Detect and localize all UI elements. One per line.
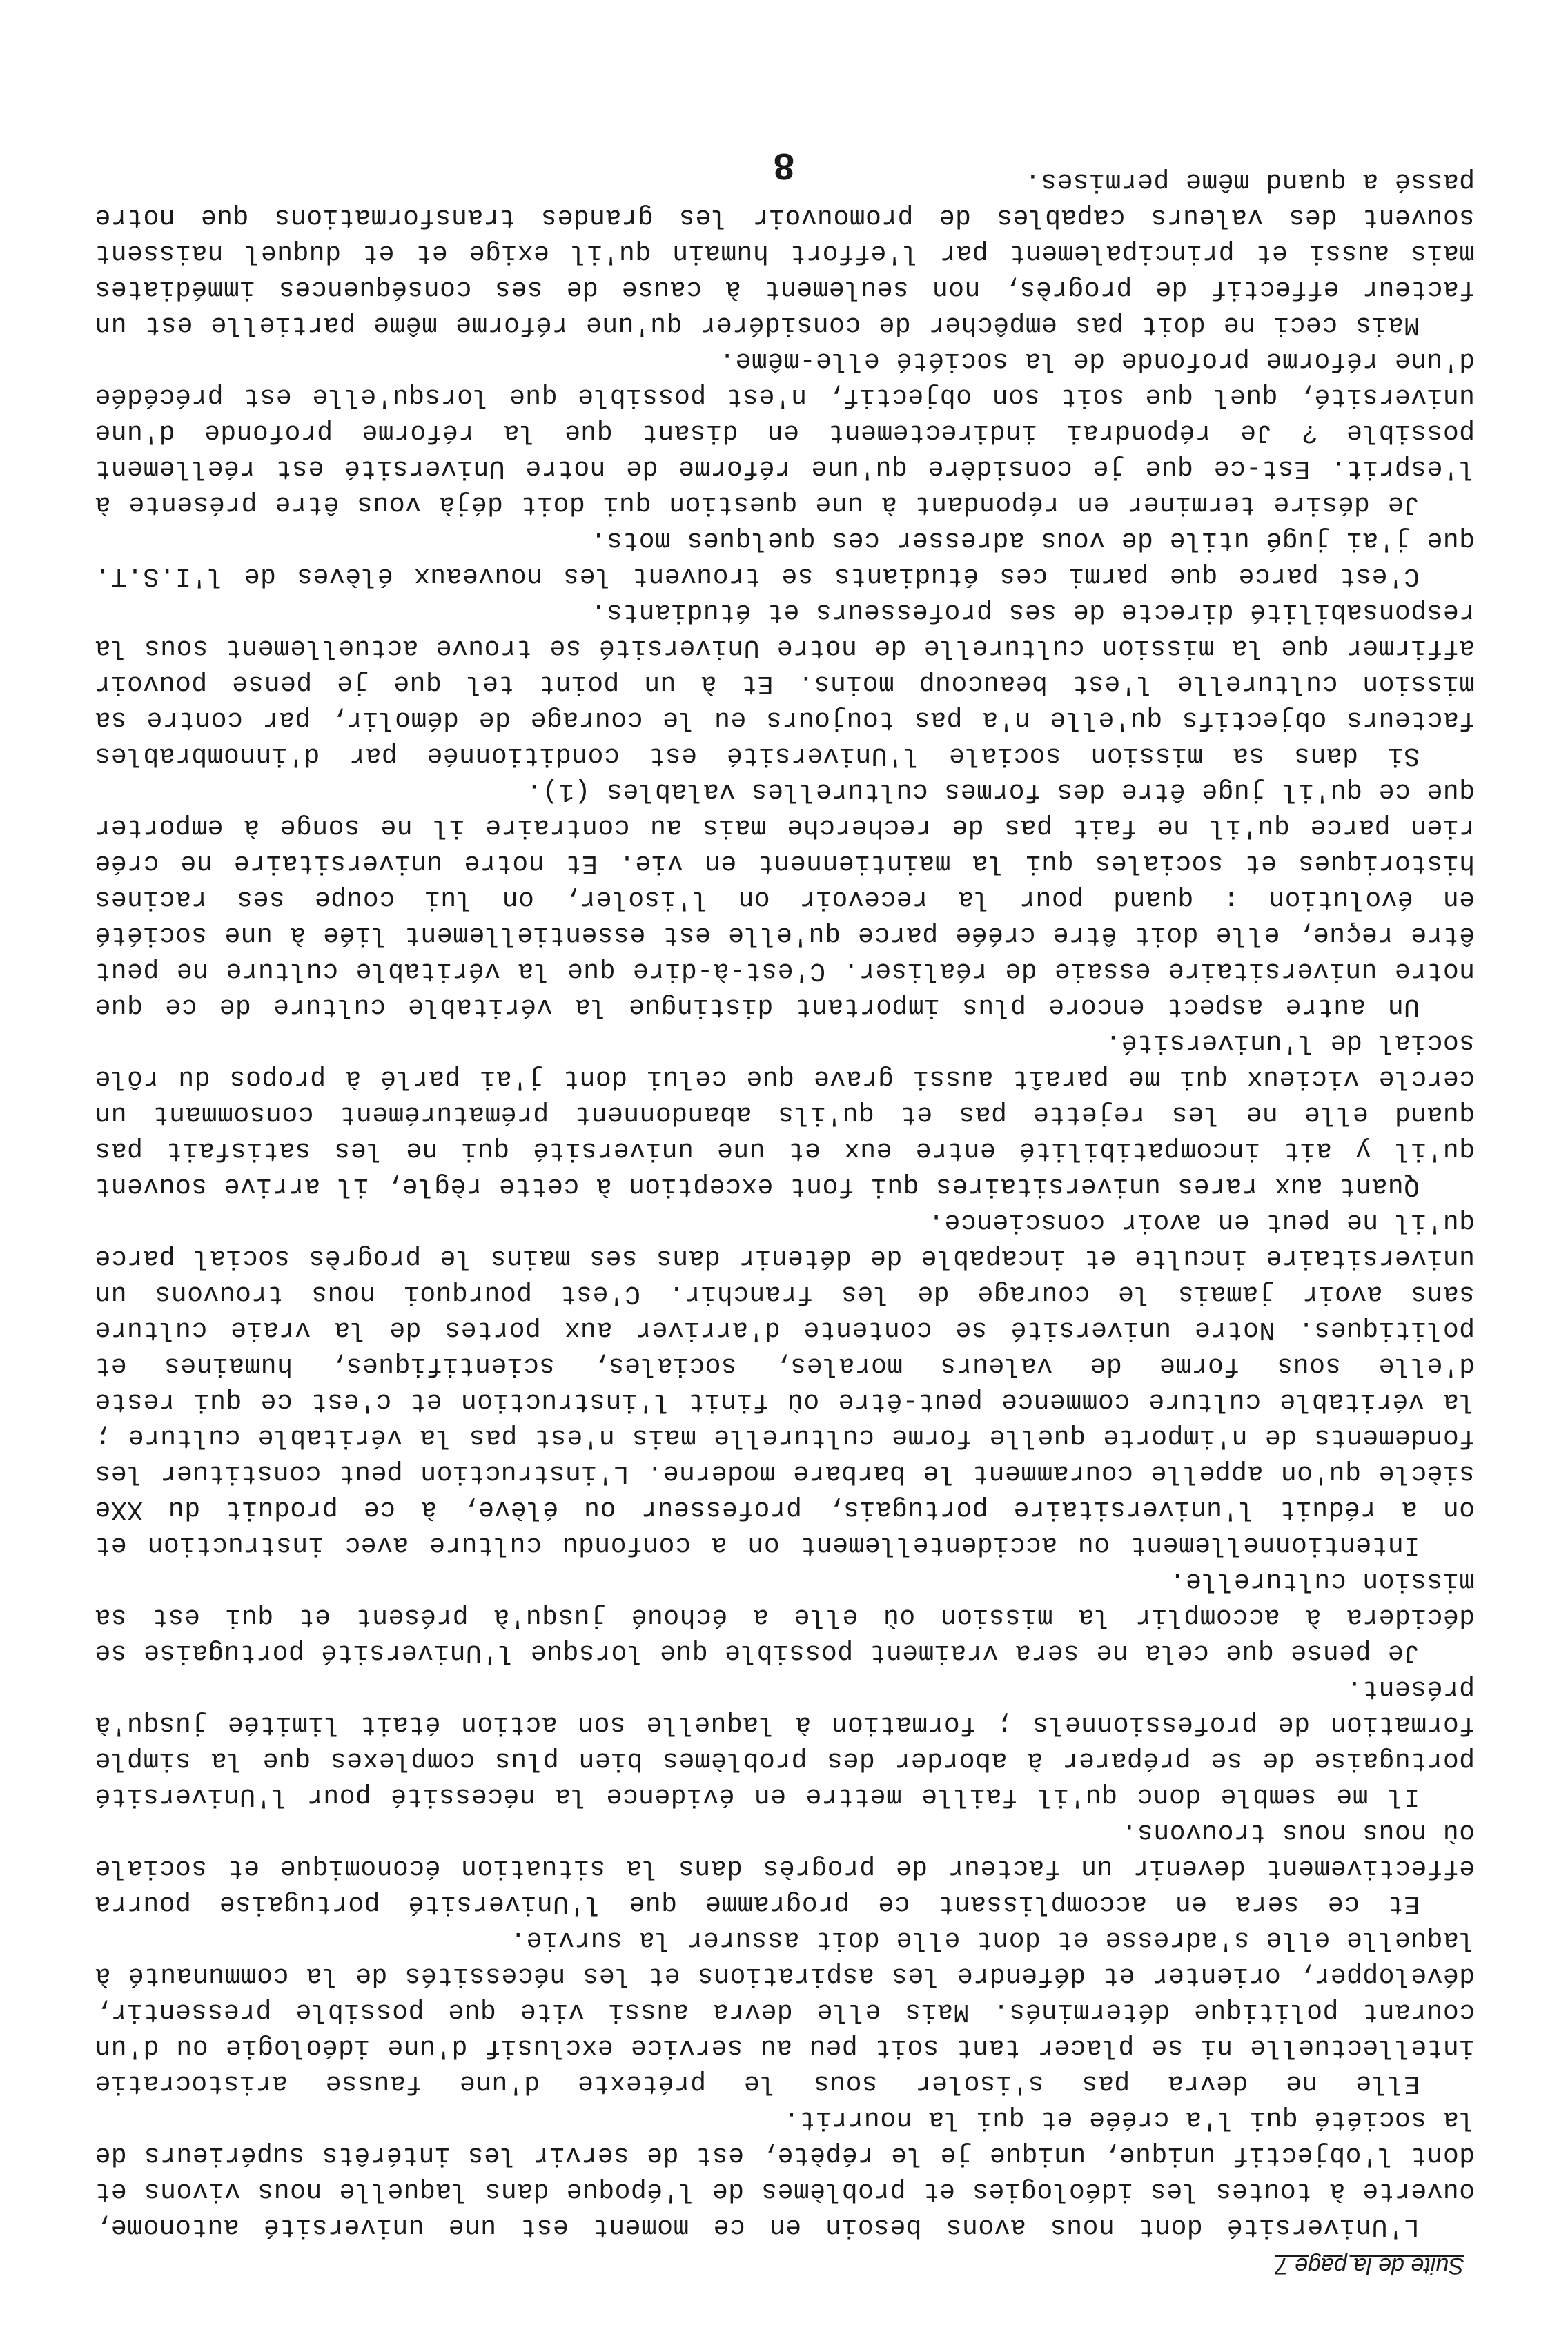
article-body [95, 163, 1475, 2244]
paragraph: Un autre aspect encore plus important distingue la véritable culture de ce que notre universitaire essaie de réaliser. C'est-à-dire que la véritable culture ne peut être reçue, elle doit être créée parce qu'elle est essentiellement liée à une société en évolution : quand pour la recevoir on l'isoler, on lui coupe ses racines historiques et sociales qui la maintiennent en vie. Et notre universitaire ne crée rien parce qu'il ne fait pas de recherche mais au contraire il ne songe à emporter que ce qu'il juge être des formes culturelles valables (1). [95, 776, 1475, 1021]
page-number: 8 [773, 146, 795, 187]
paragraph: Intentionnellement ou accidentellement on a confondu culture avec instruction et on a réduit l'universitaire portugais, professeur ou élève, à ce produit du XXe siècle qu'on appelle couramment le barbare moderne. L'instruction peut constituer les fondements de n'importe quelle forme culturelle mais n'est pas la véritable culture ; la véritable culture commence peut-être où finit l'instruction et c'est ce qui reste d'elle sous forme de valeurs morales, sociales, scientifiques, humaines et politiques. Notre université se contente d'arriver aux portes de la vraie culture sans avoir jamais le courage de les franchir. C'est pourquoi nous trouvons un universitaire inculte et incapable de détenir dans ses mains le progrès social parce qu'il ne peut en avoir conscience. [95, 1207, 1475, 1560]
paragraph: C'est parce que parmi ces étudiants se trouvent les nouveaux élèves de l'I.S.T. que j'ai jugé utile de vous adresser ces quelques mots. [95, 525, 1475, 591]
paragraph: Quant aux rares universitaires qui font exception à cette règle, il arrive souvent qu'il y ait incompatibilité entre eux et une université qui ne les satisfait pas quand elle ne les rejette pas et qu'ils abandonnent prématurément consommant un cercle vicieux qui me paraît aussi grave que celui dont j'ai parlé à propos du rôle social de l'université. [95, 1028, 1475, 1201]
paragraph: Je pense que cela ne sera vraiment possible que lorsque l'Université portugaise se décidera à accomplir la mission où elle a échoué jusqu'à présent et qui est sa mission culturelle. [95, 1566, 1475, 1667]
paragraph: Mais ceci ne doit pas empêcher de considérer qu'une réforme même partielle est un facteur effectif de progrès, non seulement à cause de ses conséquences immédiates mais aussi et principalement par l'effort humain qu'il exige et et duquel naissent souvent des valeurs capables de promouvoir les grandes transformations que notre passé a quand même permises. [95, 166, 1475, 340]
continuation-note: Suite de la page 7 [1275, 2253, 1464, 2279]
paragraph: Si dans sa mission sociale l'Université est conditionnée par d'innombrables facteurs objectifs qu'elle n'a pas toujours eu le courage de démolir, par contre sa mission culturelle l'est beaucoup moins. Et à un point tel que je pense pouvoir affirmer que la mission culturelle de notre Université se trouve actuellement sous la responsabilité directe de ses professeurs et étudiants. [95, 597, 1475, 770]
paragraph: Et ce sera en accomplissant ce programme que l'Université portugaise pourra effectivement devenir un facteur de progrès dans la situation économique et sociale où nous nous trouvons. [95, 1817, 1475, 1919]
paragraph: Elle ne devra pas s'isoler sous le prétexte d'une fausse aristocratie intellectuelle ni se placer tant soit peu au service exclusif d'une idéologie ou d'un courant politique déterminés. Mais elle devra aussi vite que possible pressentir, développer, orienter et défendre les aspirations et les nécessités de la communauté à laquelle elle s'adresse et dont elle doit assurer la survie. [95, 1925, 1475, 2098]
paragraph: L'Université dont nous avons besoin en ce moment est une université autonome, ouverte à toutes les idéologies et problèmes de l'époque dans laquelle nous vivons et dont l'objectif unique, unique je le répète, est de servir les intérêts supérieurs de la société qui l'a créée et qui la nourrit. [95, 2104, 1475, 2242]
paragraph: Je désire terminer en répondant à une question qui doit déjà vous être présente à l'esprit. Est-ce que je considère qu'une réforme de notre Université est réellement possible ? Je répondrai indirectement en disant que la réforme profonde d'une université, quel que soit son objectif, n'est possible que lorsqu'elle est précédée d'une réforme profonde de la société elle-même. [95, 346, 1475, 519]
paragraph: Il me semble donc qu'il faille mettre en évidence la nécessité pour l'Université portugaise de se préparer à aborder des problèmes bien plus complexes que la simple formation de professionnels ; formation à laquelle son action était limitée jusqu'à présent. [95, 1674, 1475, 1811]
